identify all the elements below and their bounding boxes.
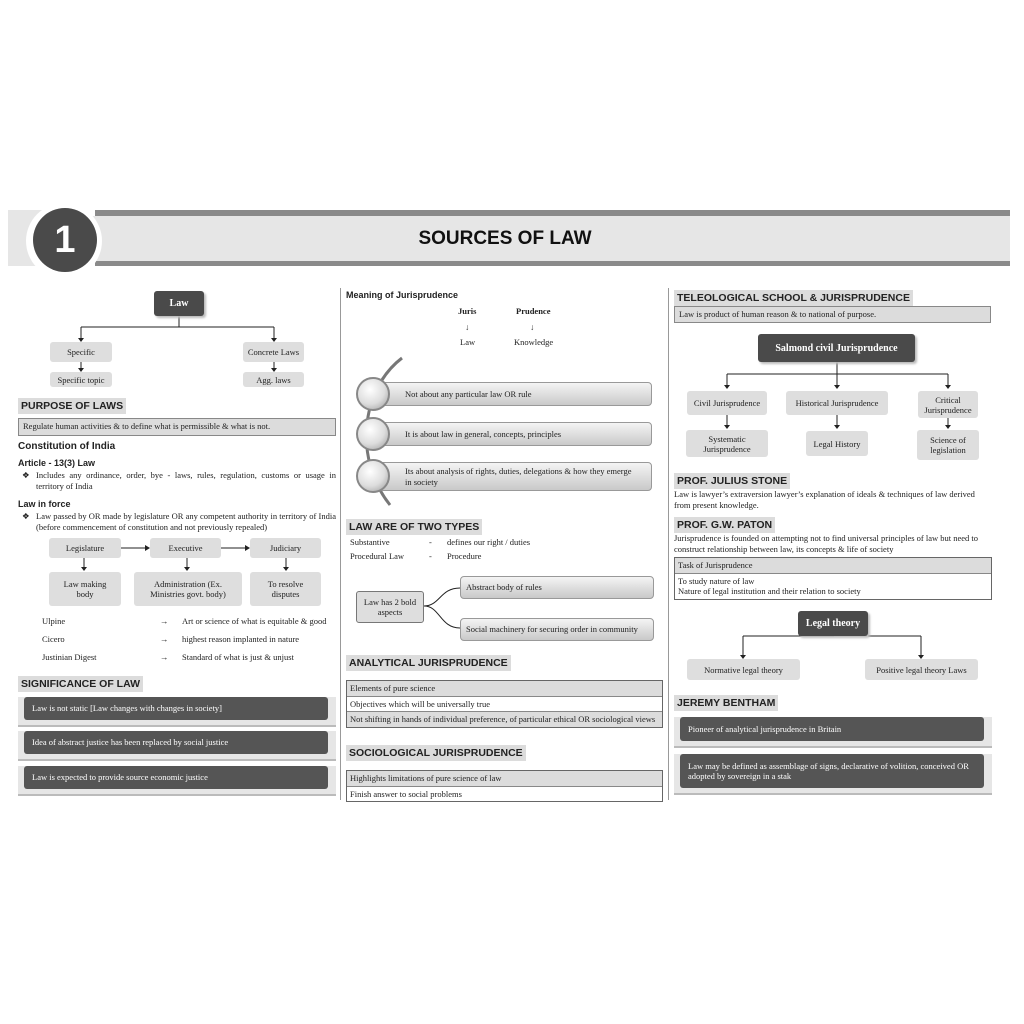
significance-item: [18, 766, 336, 796]
legislature-box: Legislature: [49, 538, 121, 558]
type-name: Procedural Law: [350, 551, 405, 561]
juris-label: Juris: [458, 306, 477, 316]
specific-topic-box: Specific topic: [50, 372, 112, 387]
purpose-text: Regulate human activities & to define what is permissible & what is not.: [18, 418, 336, 436]
normative-box: Normative legal theory: [687, 659, 800, 680]
bentham-text: Law may be defined as assemblage of signs, declarative of volition, conceived OR adopted by sovereign in a stak: [680, 754, 984, 788]
two-types-heading: LAW ARE OF TWO TYPES: [346, 519, 482, 535]
def-name: Ulpine: [42, 616, 66, 626]
table-row: Nature of legal institution and their relation to society: [678, 586, 861, 596]
type-name: Substantive: [350, 537, 390, 547]
type-def: Procedure: [447, 551, 482, 561]
knowledge-label: Knowledge: [514, 337, 554, 347]
significance-item: [18, 731, 336, 761]
down-arrow-icon: ↓: [465, 322, 470, 332]
significance-item: [18, 697, 336, 727]
law-making-body-box: Law making body: [49, 572, 121, 606]
systematic-jurisprudence-box: Systematic Jurisprudence: [686, 430, 768, 457]
chapter-number: 1: [33, 208, 97, 272]
teleological-heading: TELEOLOGICAL SCHOOL & JURISPRUDENCE: [674, 290, 913, 306]
type-dash: -: [429, 537, 432, 547]
def-text: highest reason implanted in nature: [182, 634, 300, 644]
agg-laws-box: Agg. laws: [243, 372, 304, 387]
table-row: Elements of pure science: [347, 681, 662, 696]
positive-box: Positive legal theory Laws: [865, 659, 978, 680]
table-row: Finish answer to social problems: [347, 786, 662, 802]
type-dash: -: [429, 551, 432, 561]
def-name: Cicero: [42, 634, 65, 644]
paton-heading: PROF. G.W. PATON: [674, 517, 775, 533]
two-aspects-box: Law has 2 bold aspects: [356, 591, 424, 623]
table-row: Not shifting in hands of individual preference, of particular ethical OR sociological views: [347, 711, 662, 727]
significance-text: Law is expected to provide source economic justice: [24, 766, 328, 789]
bentham-item: [674, 754, 992, 795]
page-title: SOURCES OF LAW: [418, 228, 592, 249]
jurisprudence-bar: Not about any particular law OR rule: [374, 382, 652, 406]
constitution-heading: Constitution of India: [18, 441, 116, 452]
law-label: Law: [460, 337, 476, 347]
purpose-heading: PURPOSE OF LAWS: [18, 398, 126, 414]
def-text: Standard of what is just & unjust: [182, 652, 294, 662]
significance-text: Idea of abstract justice has been replaced by social justice: [24, 731, 328, 754]
table-row: To study nature of law: [675, 573, 991, 587]
concrete-laws-box: Concrete Laws: [243, 342, 304, 362]
right-arrow-icon: →: [160, 652, 169, 662]
paton-text: Jurisprudence is founded on attempting not to find universal principles of law but need to construct relationship between law, its concepts & life of society: [674, 533, 979, 554]
jurisprudence-bar: It is about law in general, concepts, principles: [374, 422, 652, 446]
down-arrow-icon: ↓: [530, 322, 535, 332]
bentham-text: Pioneer of analytical jurisprudence in Britain: [680, 717, 984, 741]
def-name: Justinian Digest: [42, 652, 97, 662]
stone-text: Law is lawyer’s extraversion lawyer’s explanation of ideals & techniques of law derived from present knowledge.: [674, 489, 975, 510]
legal-theory-box: Legal theory: [798, 611, 868, 636]
analytical-table: [346, 680, 663, 728]
law-box: Law: [154, 291, 204, 316]
executive-box: Executive: [150, 538, 221, 558]
article-bullet: Includes any ordinance, order, bye - laws, rules, regulation, customs or usage in territory of India: [36, 470, 336, 491]
task-table: [674, 557, 992, 600]
bentham-heading: JEREMY BENTHAM: [674, 695, 778, 711]
critical-jurisprudence-box: Critical Jurisprudence: [918, 391, 978, 418]
science-legislation-box: Science of legislation: [917, 430, 979, 460]
jurisprudence-bar: Its about analysis of rights, duties, delegations & how they emerge in society: [374, 462, 652, 491]
sphere-icon: [356, 459, 390, 493]
significance-heading: SIGNIFICANCE OF LAW: [18, 676, 143, 692]
aspect-bar: Abstract body of rules: [460, 576, 654, 599]
civil-jurisprudence-box: Civil Jurisprudence: [687, 391, 767, 415]
bullet-icon: ❖: [22, 470, 30, 480]
bentham-item: [674, 717, 992, 748]
def-text: Art or science of what is equitable & good: [182, 616, 327, 626]
specific-box: Specific: [50, 342, 112, 362]
right-arrow-icon: →: [160, 634, 169, 644]
judiciary-box: Judiciary: [250, 538, 321, 558]
table-row: Highlights limitations of pure science of law: [347, 771, 662, 786]
salmond-box: Salmond civil Jurisprudence: [758, 334, 915, 362]
table-row: Objectives which will be universally true: [347, 696, 662, 712]
sphere-icon: [356, 417, 390, 451]
law-in-force-bullet: Law passed by OR made by legislature OR any competent authority in territory of India (before commencement of constitution and not previously repealed): [36, 511, 336, 532]
prudence-label: Prudence: [516, 306, 551, 316]
stone-heading: PROF. JULIUS STONE: [674, 473, 790, 489]
right-arrow-icon: →: [160, 616, 169, 626]
article-heading: Article - 13(3) Law: [18, 458, 96, 468]
resolve-disputes-box: To resolve disputes: [250, 572, 321, 606]
bullet-icon: ❖: [22, 511, 30, 521]
sociological-heading: SOCIOLOGICAL JURISPRUDENCE: [346, 745, 526, 761]
legal-history-box: Legal History: [806, 431, 868, 456]
law-in-force-heading: Law in force: [18, 499, 71, 509]
sociological-table: [346, 770, 663, 802]
teleological-text: Law is product of human reason & to national of purpose.: [674, 306, 991, 323]
sphere-icon: [356, 377, 390, 411]
significance-text: Law is not static [Law changes with changes in society]: [24, 697, 328, 720]
aspect-bar: Social machinery for securing order in community: [460, 618, 654, 641]
table-row: Task of Jurisprudence: [675, 558, 991, 573]
type-def: defines our right / duties: [447, 537, 531, 547]
historical-jurisprudence-box: Historical Jurisprudence: [786, 391, 888, 415]
meaning-heading: Meaning of Jurisprudence: [346, 290, 459, 300]
analytical-heading: ANALYTICAL JURISPRUDENCE: [346, 655, 511, 671]
administration-box: Administration (Ex. Ministries govt. body): [134, 572, 242, 606]
